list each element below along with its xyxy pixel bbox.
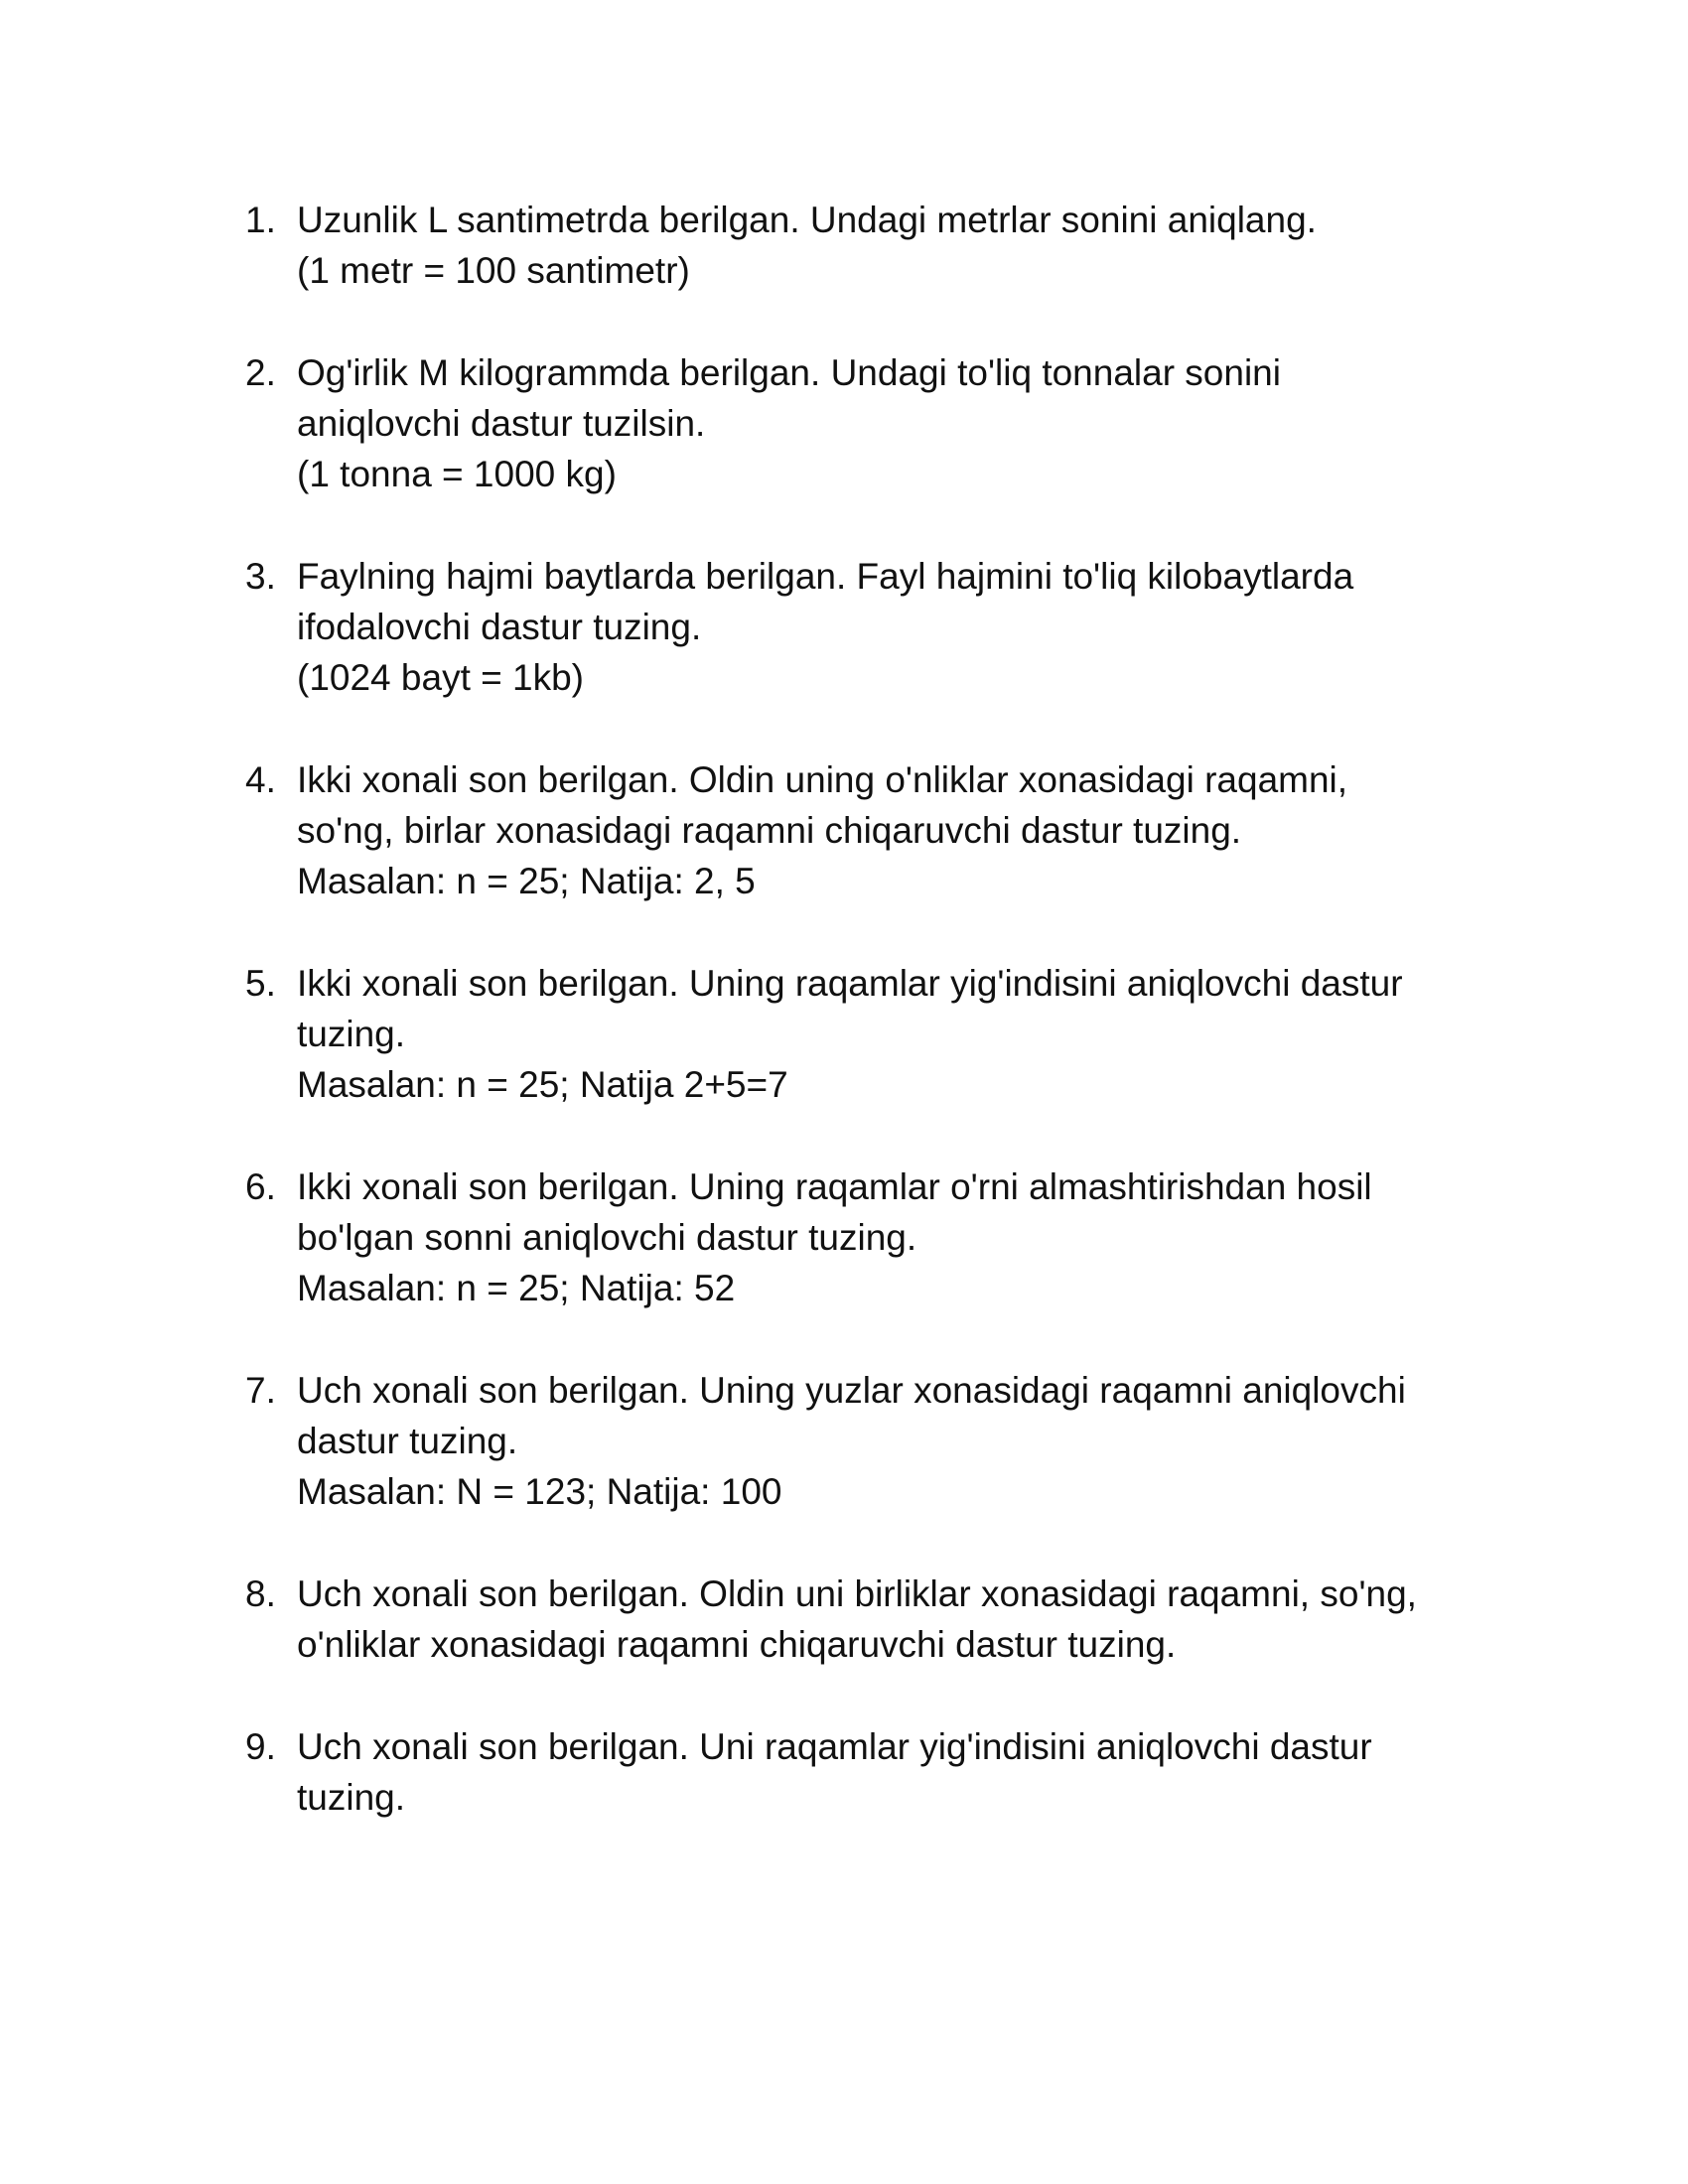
task-number: 9. [245, 1726, 276, 1767]
task-number: 3. [245, 556, 276, 597]
task-line: (1 metr = 100 santimetr) [297, 250, 690, 291]
task-line: (1024 bayt = 1kb) [297, 657, 584, 698]
task-line: Ikki xonali son berilgan. Oldin uning o'nliklar xonasidagi raqamni, [297, 759, 1348, 800]
task-item [0, 195, 1688, 296]
task-number: 7. [245, 1370, 276, 1411]
task-number: 4. [245, 759, 276, 800]
task-text [297, 754, 1518, 906]
task-number: 6. [245, 1166, 276, 1207]
task-line: Ikki xonali son berilgan. Uning raqamlar o'rni almashtirishdan hosil [297, 1166, 1372, 1207]
task-text [297, 958, 1518, 1110]
task-text [297, 1161, 1518, 1313]
task-line: bo'lgan sonni aniqlovchi dastur tuzing. [297, 1217, 917, 1258]
task-line: Masalan: n = 25; Natija: 2, 5 [297, 861, 756, 901]
task-line: dastur tuzing. [297, 1421, 518, 1461]
task-number: 1. [245, 200, 276, 240]
task-text [297, 1721, 1518, 1823]
task-line: Og'irlik M kilogrammda berilgan. Undagi to'liq tonnalar sonini [297, 352, 1281, 393]
task-item [0, 551, 1688, 703]
task-text [297, 1569, 1518, 1670]
task-item [0, 958, 1688, 1110]
task-line: Masalan: n = 25; Natija 2+5=7 [297, 1064, 788, 1105]
task-text [297, 1365, 1518, 1517]
task-line: tuzing. [297, 1777, 406, 1818]
task-line: tuzing. [297, 1014, 406, 1054]
task-line: aniqlovchi dastur tuzilsin. [297, 403, 706, 444]
task-item [0, 754, 1688, 906]
task-number: 2. [245, 352, 276, 393]
task-line: o'nliklar xonasidagi raqamni chiqaruvchi dastur tuzing. [297, 1624, 1177, 1665]
task-line: Ikki xonali son berilgan. Uning raqamlar yig'indisini aniqlovchi dastur [297, 963, 1403, 1004]
task-line: Masalan: n = 25; Natija: 52 [297, 1268, 736, 1308]
task-line: ifodalovchi dastur tuzing. [297, 607, 702, 647]
task-item [0, 347, 1688, 499]
task-line: so'ng, birlar xonasidagi raqamni chiqaruvchi dastur tuzing. [297, 810, 1242, 851]
task-number: 8. [245, 1573, 276, 1614]
task-text [297, 195, 1518, 296]
task-item [0, 1569, 1688, 1670]
task-line: Uch xonali son berilgan. Uning yuzlar xonasidagi raqamni aniqlovchi [297, 1370, 1406, 1411]
task-line: Uch xonali son berilgan. Uni raqamlar yig'indisini aniqlovchi dastur [297, 1726, 1372, 1767]
task-line: Uzunlik L santimetrda berilgan. Undagi metrlar sonini aniqlang. [297, 200, 1317, 240]
task-text [297, 551, 1518, 703]
task-text [297, 347, 1518, 499]
task-item [0, 1161, 1688, 1313]
task-item [0, 1365, 1688, 1517]
task-number: 5. [245, 963, 276, 1004]
task-line: Masalan: N = 123; Natija: 100 [297, 1471, 782, 1512]
task-list [0, 195, 1688, 1874]
task-line: Faylning hajmi baytlarda berilgan. Fayl hajmini to'liq kilobaytlarda [297, 556, 1354, 597]
task-item [0, 1721, 1688, 1823]
task-line: (1 tonna = 1000 kg) [297, 454, 617, 494]
task-line: Uch xonali son berilgan. Oldin uni birliklar xonasidagi raqamni, so'ng, [297, 1573, 1417, 1614]
